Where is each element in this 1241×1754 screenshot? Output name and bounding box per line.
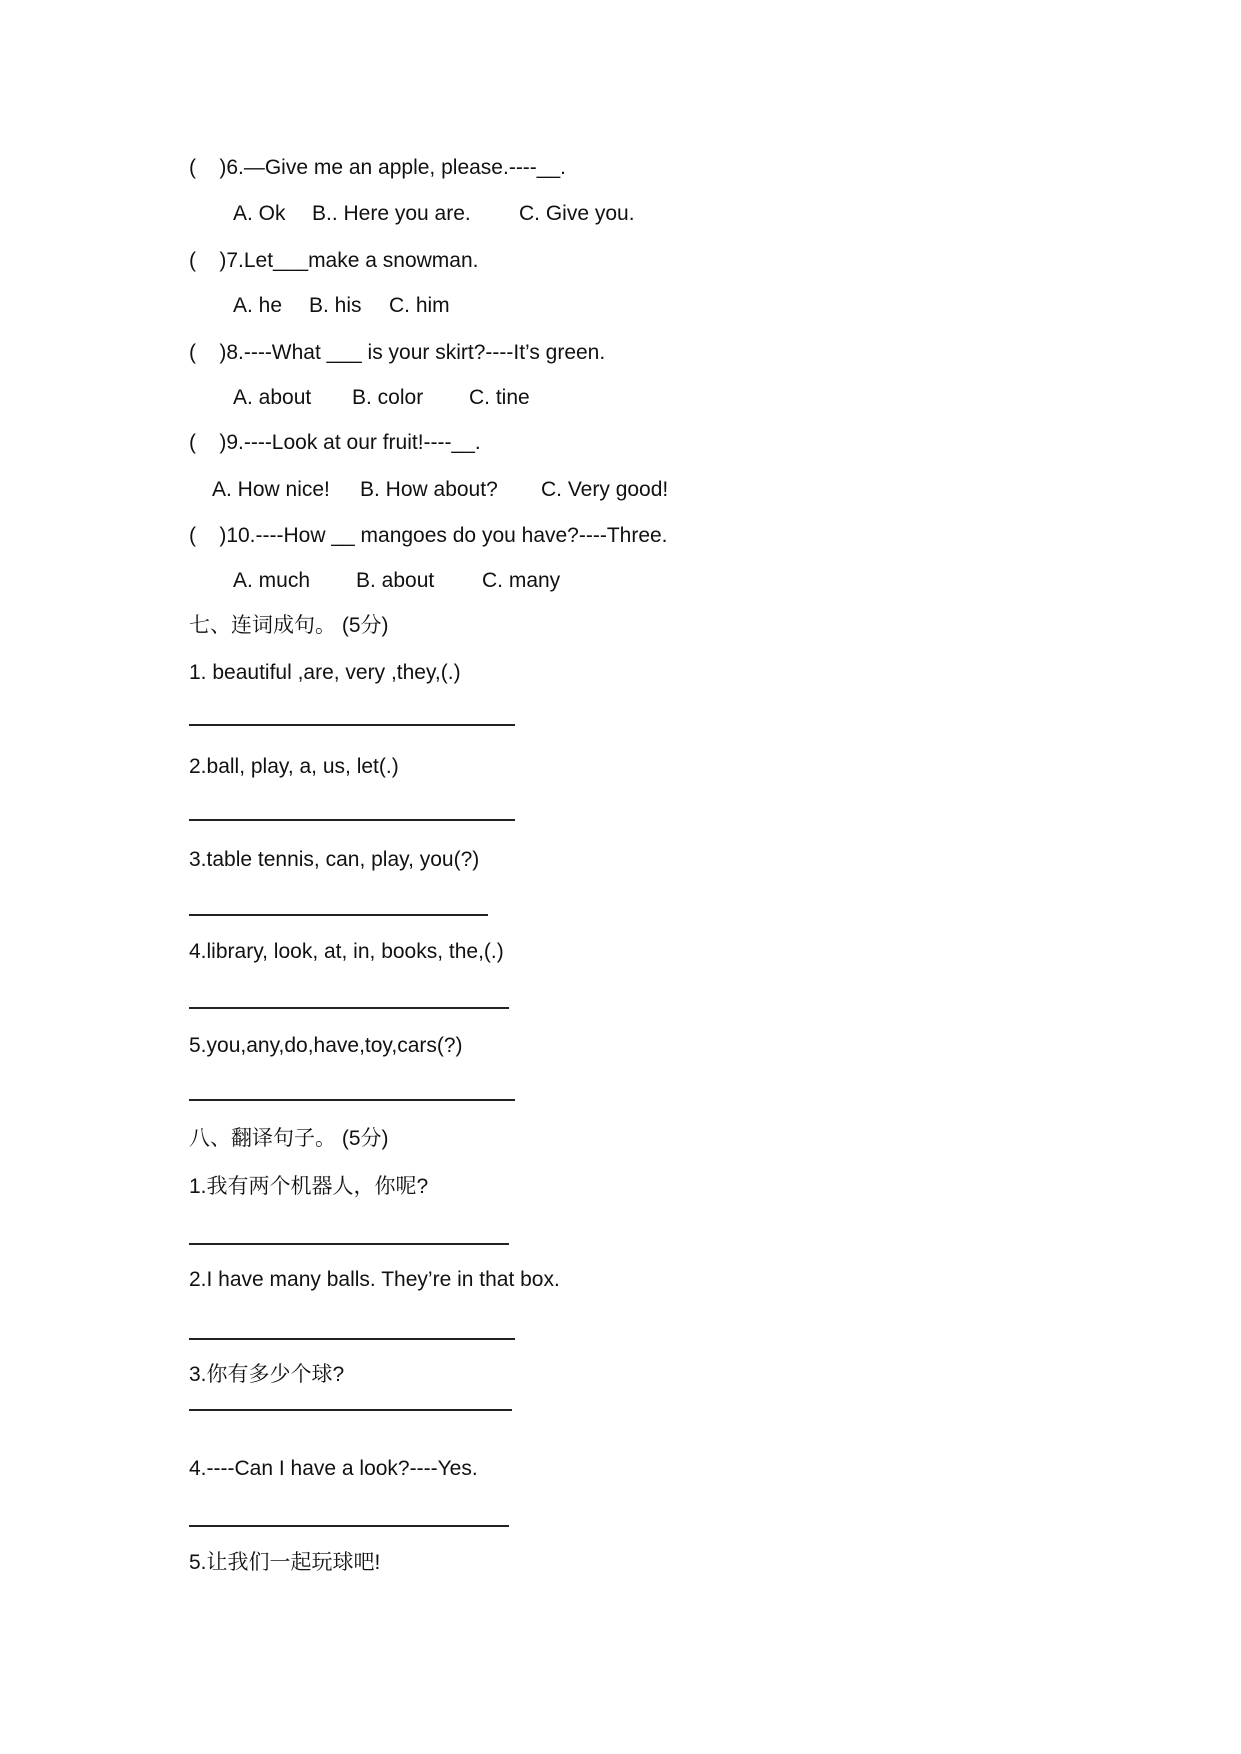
translate-item: 5.让我们一起玩球吧!	[189, 1551, 381, 1574]
question-9: ( )9.----Look at our fruit!----__.	[189, 431, 481, 454]
question-6: ( )6.—Give me an apple, please.----__.	[189, 156, 566, 179]
option-a: A. How nice!	[212, 478, 330, 501]
sentence-item: 3.table tennis, can, play, you(?)	[189, 848, 480, 871]
sentence-item: 2.ball, play, a, us, let(.)	[189, 755, 399, 778]
answer-line[interactable]	[189, 1007, 509, 1009]
answer-line[interactable]	[189, 914, 488, 916]
section-8-title: 八、翻译句子。 (5分)	[189, 1127, 389, 1150]
option-b: B. about	[356, 569, 435, 592]
option-a: A. Ok	[233, 202, 286, 225]
answer-line[interactable]	[189, 819, 515, 821]
translate-item: 2.I have many balls. They’re in that box.	[189, 1268, 560, 1291]
answer-line[interactable]	[189, 724, 515, 726]
answer-line[interactable]	[189, 1338, 515, 1340]
option-b: B. color	[352, 386, 424, 409]
option-b: B.. Here you are.	[312, 202, 471, 225]
option-c: C. tine	[469, 386, 530, 409]
option-c: C. many	[482, 569, 561, 592]
translate-item: 4.----Can I have a look?----Yes.	[189, 1457, 478, 1480]
answer-line[interactable]	[189, 1525, 509, 1527]
answer-line[interactable]	[189, 1409, 512, 1411]
option-c: C. Very good!	[541, 478, 669, 501]
section-7-title: 七、连词成句。 (5分)	[189, 614, 389, 637]
question-7: ( )7.Let___make a snowman.	[189, 249, 479, 272]
option-a: A. much	[233, 569, 311, 592]
option-c: C. him	[389, 294, 450, 317]
option-c: C. Give you.	[519, 202, 635, 225]
sentence-item: 5.you,any,do,have,toy,cars(?)	[189, 1034, 463, 1057]
sentence-item: 1. beautiful ,are, very ,they,(.)	[189, 661, 461, 684]
question-10: ( )10.----How __ mangoes do you have?----Three.	[189, 524, 668, 547]
option-a: A. about	[233, 386, 312, 409]
option-b: B. How about?	[360, 478, 498, 501]
option-b: B. his	[309, 294, 362, 317]
answer-line[interactable]	[189, 1243, 509, 1245]
option-a: A. he	[233, 294, 283, 317]
translate-item: 3.你有多少个球?	[189, 1363, 345, 1386]
sentence-item: 4.library, look, at, in, books, the,(.)	[189, 940, 504, 963]
answer-line[interactable]	[189, 1099, 515, 1101]
translate-item: 1.我有两个机器人，你呢?	[189, 1175, 429, 1198]
question-8: ( )8.----What ___ is your skirt?----It’s green.	[189, 341, 606, 364]
